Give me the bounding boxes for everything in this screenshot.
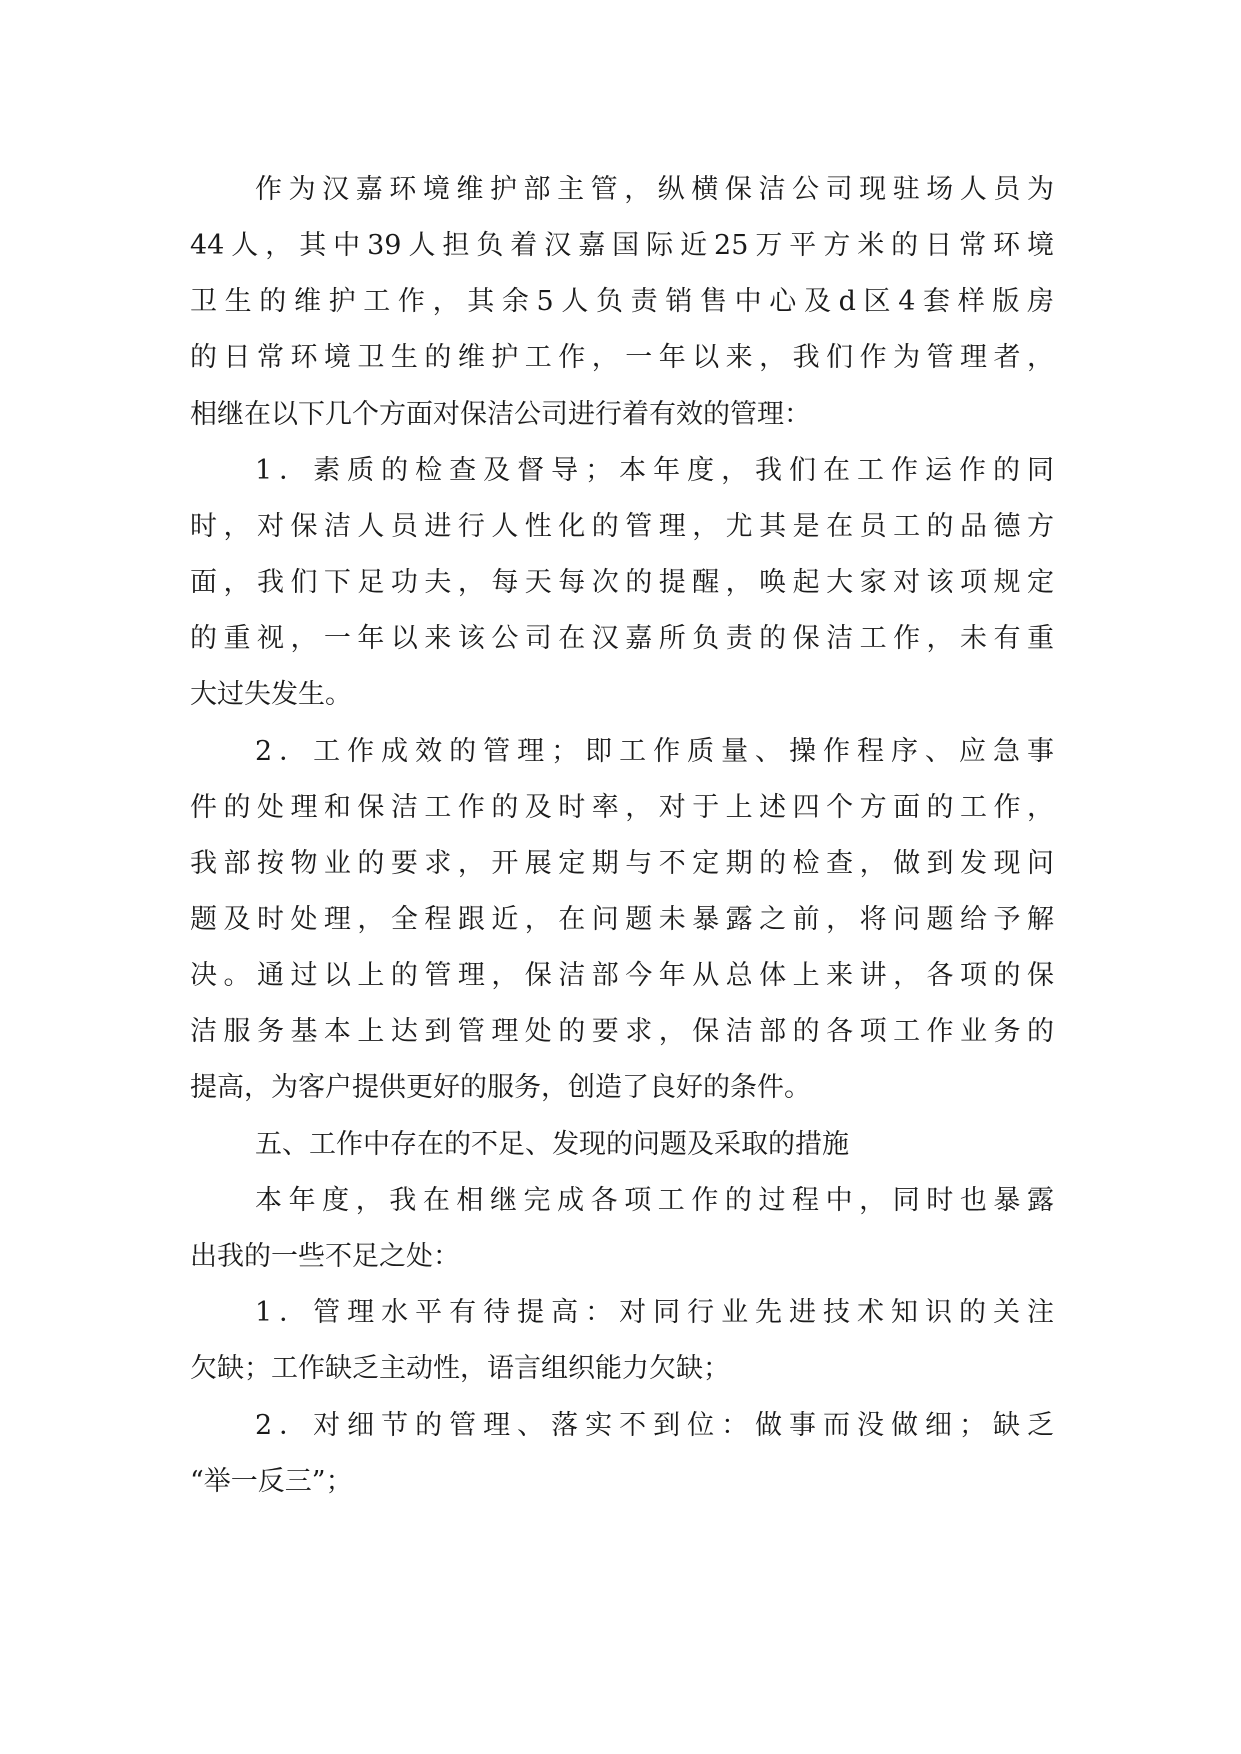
paragraph-line: 44人，其中39人担负着汉嘉国际近25万平方米的日常环境 [190, 230, 1054, 261]
paragraph-line: 题及时处理，全程跟近，在问题未暴露之前，将问题给予解 [190, 904, 1054, 935]
paragraph-line: 面，我们下足功夫，每天每次的提醒，唤起大家对该项规定 [190, 567, 1054, 598]
paragraph-line: 卫生的维护工作，其余5人负责销售中心及d区4套样版房 [190, 286, 1054, 317]
paragraph-line: 相继在以下几个方面对保洁公司进行着有效的管理： [190, 399, 811, 430]
paragraph-line: “举一反三”； [190, 1466, 353, 1497]
paragraph-line: 作为汉嘉环境维护部主管，纵横保洁公司现驻场人员为 [255, 174, 1054, 205]
paragraph-line: 时，对保洁人员进行人性化的管理，尤其是在员工的品德方 [190, 511, 1054, 542]
paragraph-line: 1．管理水平有待提高：对同行业先进技术知识的关注 [255, 1297, 1054, 1328]
paragraph-line: 提高，为客户提供更好的服务，创造了良好的条件。 [190, 1072, 811, 1103]
paragraph-line: 大过失发生。 [190, 679, 352, 710]
paragraph-line: 我部按物业的要求，开展定期与不定期的检查，做到发现问 [190, 848, 1054, 879]
paragraph-line: 决。通过以上的管理，保洁部今年从总体上来讲，各项的保 [190, 960, 1054, 991]
paragraph-line: 1．素质的检查及督导；本年度，我们在工作运作的同 [255, 455, 1054, 486]
paragraph-line: 本年度，我在相继完成各项工作的过程中，同时也暴露 [255, 1185, 1054, 1216]
paragraph-line: 出我的一些不足之处： [190, 1241, 460, 1272]
paragraph-line: 的日常环境卫生的维护工作，一年以来，我们作为管理者， [190, 342, 1054, 373]
paragraph-line: 的重视，一年以来该公司在汉嘉所负责的保洁工作，未有重 [190, 623, 1054, 654]
paragraph-line: 件的处理和保洁工作的及时率，对于上述四个方面的工作， [190, 792, 1054, 823]
paragraph-line: 2．对细节的管理、落实不到位：做事而没做细；缺乏 [255, 1410, 1054, 1441]
paragraph-line: 2．工作成效的管理；即工作质量、操作程序、应急事 [255, 736, 1054, 767]
section-heading: 五、工作中存在的不足、发现的问题及采取的措施 [255, 1129, 849, 1160]
paragraph-line: 洁服务基本上达到管理处的要求，保洁部的各项工作业务的 [190, 1016, 1054, 1047]
paragraph-line: 欠缺；工作缺乏主动性，语言组织能力欠缺； [190, 1353, 730, 1384]
